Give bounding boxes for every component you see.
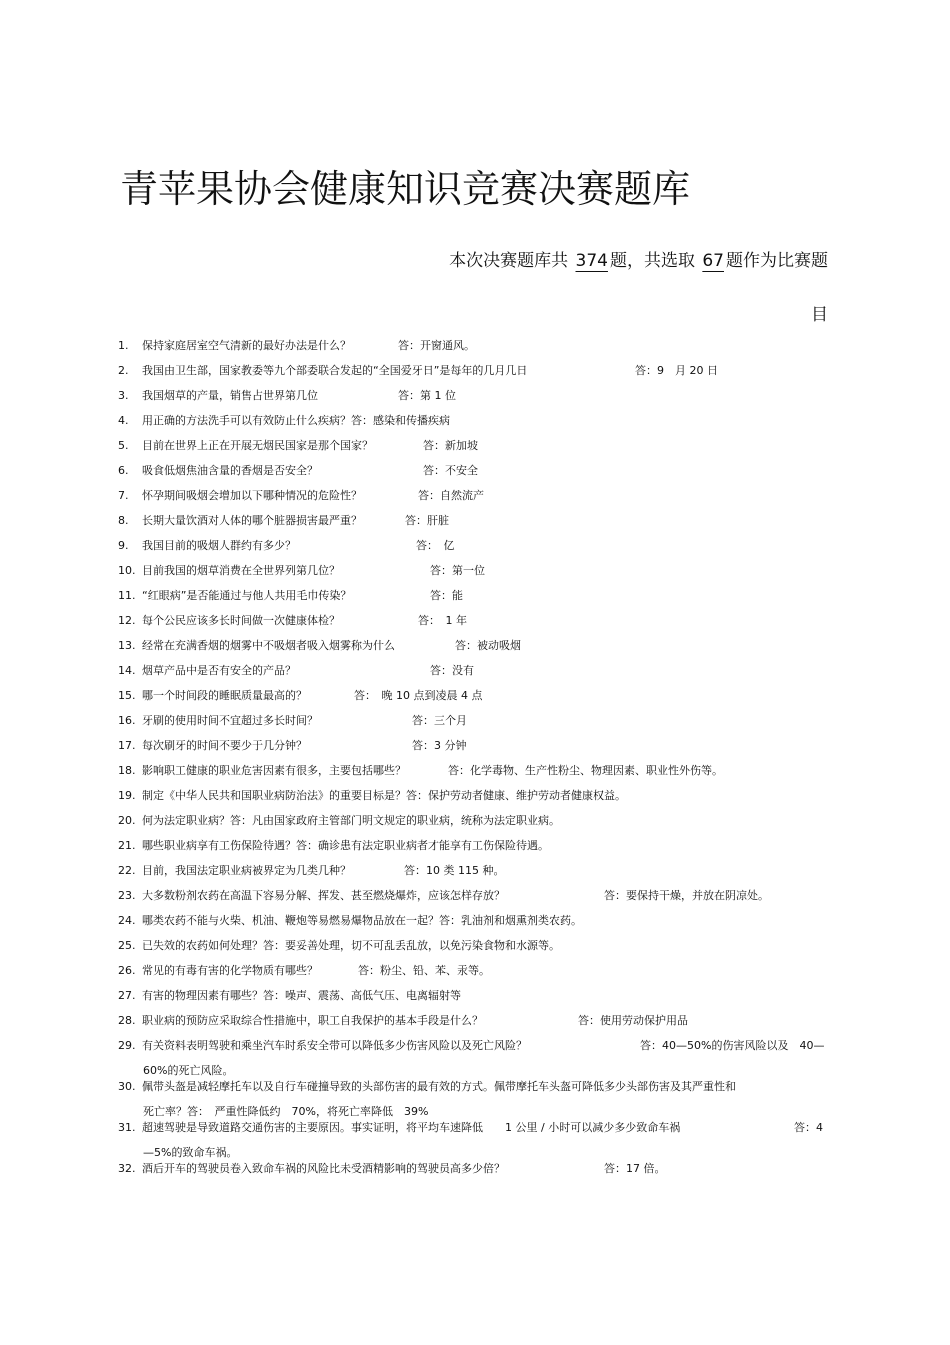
question-item <box>118 563 830 588</box>
answer-text: 答：三个月 <box>412 714 467 727</box>
question-continuation: 60%的死亡风险。 <box>143 1064 234 1077</box>
answer-text: 答：要保持干燥，并放在阴凉处。 <box>604 889 769 902</box>
answer-text: 答：开窗通风。 <box>398 339 475 352</box>
question-number: 23. <box>118 889 136 902</box>
answer-text: 答：10 类 115 种。 <box>404 864 505 877</box>
question-number: 31. <box>118 1121 136 1134</box>
question-text: 哪类农药不能与火柴、机油、鞭炮等易燃易爆物品放在一起？答：乳油剂和烟熏剂类农药。 <box>142 914 582 927</box>
question-text: 长期大量饮酒对人体的哪个脏器损害最严重？ <box>142 514 362 527</box>
question-number: 22. <box>118 864 136 877</box>
question-text: 目前，我国法定职业病被界定为几类几种？ <box>142 864 351 877</box>
question-number: 1. <box>118 339 129 352</box>
question-text: 哪些职业病享有工伤保险待遇？答：确诊患有法定职业病者才能享有工伤保险待遇。 <box>142 839 549 852</box>
selected-count: 67 <box>702 251 724 271</box>
question-item <box>118 513 830 538</box>
question-number: 19. <box>118 789 136 802</box>
question-number: 27. <box>118 989 136 1002</box>
question-text: 职业病的预防应采取综合性措施中，职工自我保护的基本手段是什么？ <box>142 1014 483 1027</box>
question-item <box>118 838 830 863</box>
answer-text: 答：4 <box>794 1121 823 1134</box>
question-number: 2. <box>118 364 129 377</box>
question-list <box>118 338 830 1186</box>
answer-text: 答：3 分钟 <box>412 739 467 752</box>
question-number: 8. <box>118 514 129 527</box>
answer-text: 答：能 <box>430 589 463 602</box>
question-text: 每个公民应该多长时间做一次健康体检？ <box>142 614 340 627</box>
question-text: 每次刷牙的时间不要少于几分钟？ <box>142 739 307 752</box>
question-item <box>118 1038 830 1079</box>
question-item <box>118 913 830 938</box>
question-text: 影响职工健康的职业危害因素有很多，主要包括哪些？ <box>142 764 406 777</box>
question-number: 13. <box>118 639 136 652</box>
question-item <box>118 963 830 988</box>
question-number: 26. <box>118 964 136 977</box>
question-number: 3. <box>118 389 129 402</box>
question-item <box>118 763 830 788</box>
question-item <box>118 1161 830 1186</box>
question-item <box>118 813 830 838</box>
question-number: 17. <box>118 739 136 752</box>
question-item <box>118 438 830 463</box>
subtitle-tail: 目 <box>811 305 828 325</box>
question-text: “红眼病”是否能通过与他人共用毛巾传染？ <box>142 589 352 602</box>
question-number: 24. <box>118 914 136 927</box>
answer-text: 答： 亿 <box>416 539 455 552</box>
question-number: 4. <box>118 414 129 427</box>
question-number: 29. <box>118 1039 136 1052</box>
question-text: 牙刷的使用时间不宜超过多长时间？ <box>142 714 318 727</box>
question-item <box>118 988 830 1013</box>
answer-text: 答：不安全 <box>423 464 478 477</box>
total-count: 374 <box>575 251 608 271</box>
question-text: 制定《中华人民共和国职业病防治法》的重要目标是？答：保护劳动者健康、维护劳动者健康权益。 <box>142 789 626 802</box>
question-item <box>118 388 830 413</box>
question-number: 15. <box>118 689 136 702</box>
question-text: 目前在世界上正在开展无烟民国家是那个国家？ <box>142 439 373 452</box>
answer-text: 答：自然流产 <box>418 489 484 502</box>
question-text: 有关资料表明驾驶和乘坐汽车时系安全带可以降低多少伤害风险以及死亡风险？ <box>142 1039 527 1052</box>
question-item <box>118 463 830 488</box>
question-item <box>118 1013 830 1038</box>
question-text: 我国烟草的产量，销售占世界第几位 <box>142 389 318 402</box>
question-item <box>118 588 830 613</box>
question-number: 14. <box>118 664 136 677</box>
question-number: 16. <box>118 714 136 727</box>
answer-text: 答：使用劳动保护用品 <box>578 1014 688 1027</box>
question-number: 20. <box>118 814 136 827</box>
answer-text: 答：9 月 20 日 <box>635 364 718 377</box>
question-number: 7. <box>118 489 129 502</box>
question-item <box>118 638 830 663</box>
subtitle-part3: 题作为比赛题 <box>726 251 828 271</box>
question-text: 经常在充满香烟的烟雾中不吸烟者吸入烟雾称为什么 <box>142 639 395 652</box>
question-item <box>118 688 830 713</box>
question-number: 21. <box>118 839 136 852</box>
question-text: 何为法定职业病？答：凡由国家政府主管部门明文规定的职业病，统称为法定职业病。 <box>142 814 560 827</box>
question-text: 哪一个时间段的睡眠质量最高的？ <box>142 689 307 702</box>
question-text: 已失效的农药如何处理？答：要妥善处理，切不可乱丢乱放，以免污染食物和水源等。 <box>142 939 560 952</box>
question-item <box>118 663 830 688</box>
question-number: 32. <box>118 1162 136 1175</box>
answer-text: 答：17 倍。 <box>604 1162 666 1175</box>
answer-text: 答：肝脏 <box>405 514 449 527</box>
question-item <box>118 713 830 738</box>
question-item <box>118 338 830 363</box>
question-item <box>118 613 830 638</box>
question-item <box>118 363 830 388</box>
question-number: 9. <box>118 539 129 552</box>
question-number: 28. <box>118 1014 136 1027</box>
question-text: 用正确的方法洗手可以有效防止什么疾病？答：感染和传播疾病 <box>142 414 450 427</box>
question-item <box>118 1120 830 1161</box>
question-text: 我国目前的吸烟人群约有多少？ <box>142 539 296 552</box>
question-item <box>118 413 830 438</box>
question-number: 12. <box>118 614 136 627</box>
question-text: 超速驾驶是导致道路交通伤害的主要原因。事实证明，将平均车速降低 1 公里 / 小时可以减少多少致命车祸 <box>142 1121 681 1134</box>
question-number: 18. <box>118 764 136 777</box>
answer-text: 答：第 1 位 <box>398 389 456 402</box>
answer-text: 答：第一位 <box>430 564 485 577</box>
question-number: 30. <box>118 1080 136 1093</box>
subtitle-part2: 题，共选取 <box>609 251 695 271</box>
question-text: 烟草产品中是否有安全的产品？ <box>142 664 296 677</box>
answer-text: 答：被动吸烟 <box>455 639 521 652</box>
question-text: 目前我国的烟草消费在全世界列第几位？ <box>142 564 340 577</box>
answer-text: 答：化学毒物、生产性粉尘、物理因素、职业性外伤等。 <box>448 764 723 777</box>
question-text: 我国由卫生部，国家教委等九个部委联合发起的“全国爱牙日”是每年的几月几日 <box>142 364 528 377</box>
question-item <box>118 1079 830 1120</box>
question-continuation: 死亡率？答： 严重性降低约 70%，将死亡率降低 39% <box>143 1105 429 1118</box>
answer-text: 答：粉尘、铅、苯、汞等。 <box>358 964 490 977</box>
question-text: 佩带头盔是减轻摩托车以及自行车碰撞导致的头部伤害的最有效的方式。佩带摩托车头盔可降低多少头部伤害及其严重性和 <box>142 1080 736 1093</box>
question-text: 大多数粉剂农药在高温下容易分解、挥发、甚至燃烧爆炸，应该怎样存放？ <box>142 889 505 902</box>
question-number: 25. <box>118 939 136 952</box>
question-number: 10. <box>118 564 136 577</box>
answer-text: 答： 1 年 <box>418 614 467 627</box>
question-text: 怀孕期间吸烟会增加以下哪种情况的危险性？ <box>142 489 362 502</box>
question-item <box>118 488 830 513</box>
question-item <box>118 863 830 888</box>
question-text: 保持家庭居室空气清新的最好办法是什么？ <box>142 339 351 352</box>
answer-text: 答：40—50%的伤害风险以及 40— <box>640 1039 825 1052</box>
question-item <box>118 938 830 963</box>
subtitle <box>449 246 828 271</box>
question-item <box>118 738 830 763</box>
answer-text: 答：新加坡 <box>423 439 478 452</box>
question-item <box>118 788 830 813</box>
question-item <box>118 538 830 563</box>
answer-text: 答： 晚 10 点到凌晨 4 点 <box>354 689 483 702</box>
question-continuation: —5%的致命车祸。 <box>143 1146 238 1159</box>
page-title: 青苹果协会健康知识竞赛决赛题库 <box>120 167 691 211</box>
question-number: 6. <box>118 464 129 477</box>
answer-text: 答：没有 <box>430 664 474 677</box>
question-item <box>118 888 830 913</box>
question-number: 5. <box>118 439 129 452</box>
question-text: 常见的有毒有害的化学物质有哪些？ <box>142 964 318 977</box>
subtitle-part1: 本次决赛题库共 <box>449 251 569 271</box>
question-text: 酒后开车的驾驶员卷入致命车祸的风险比未受酒精影响的驾驶员高多少倍？ <box>142 1162 505 1175</box>
question-text: 吸食低烟焦油含量的香烟是否安全？ <box>142 464 318 477</box>
question-number: 11. <box>118 589 136 602</box>
question-text: 有害的物理因素有哪些？答：噪声、震荡、高低气压、电离辐射等 <box>142 989 461 1002</box>
